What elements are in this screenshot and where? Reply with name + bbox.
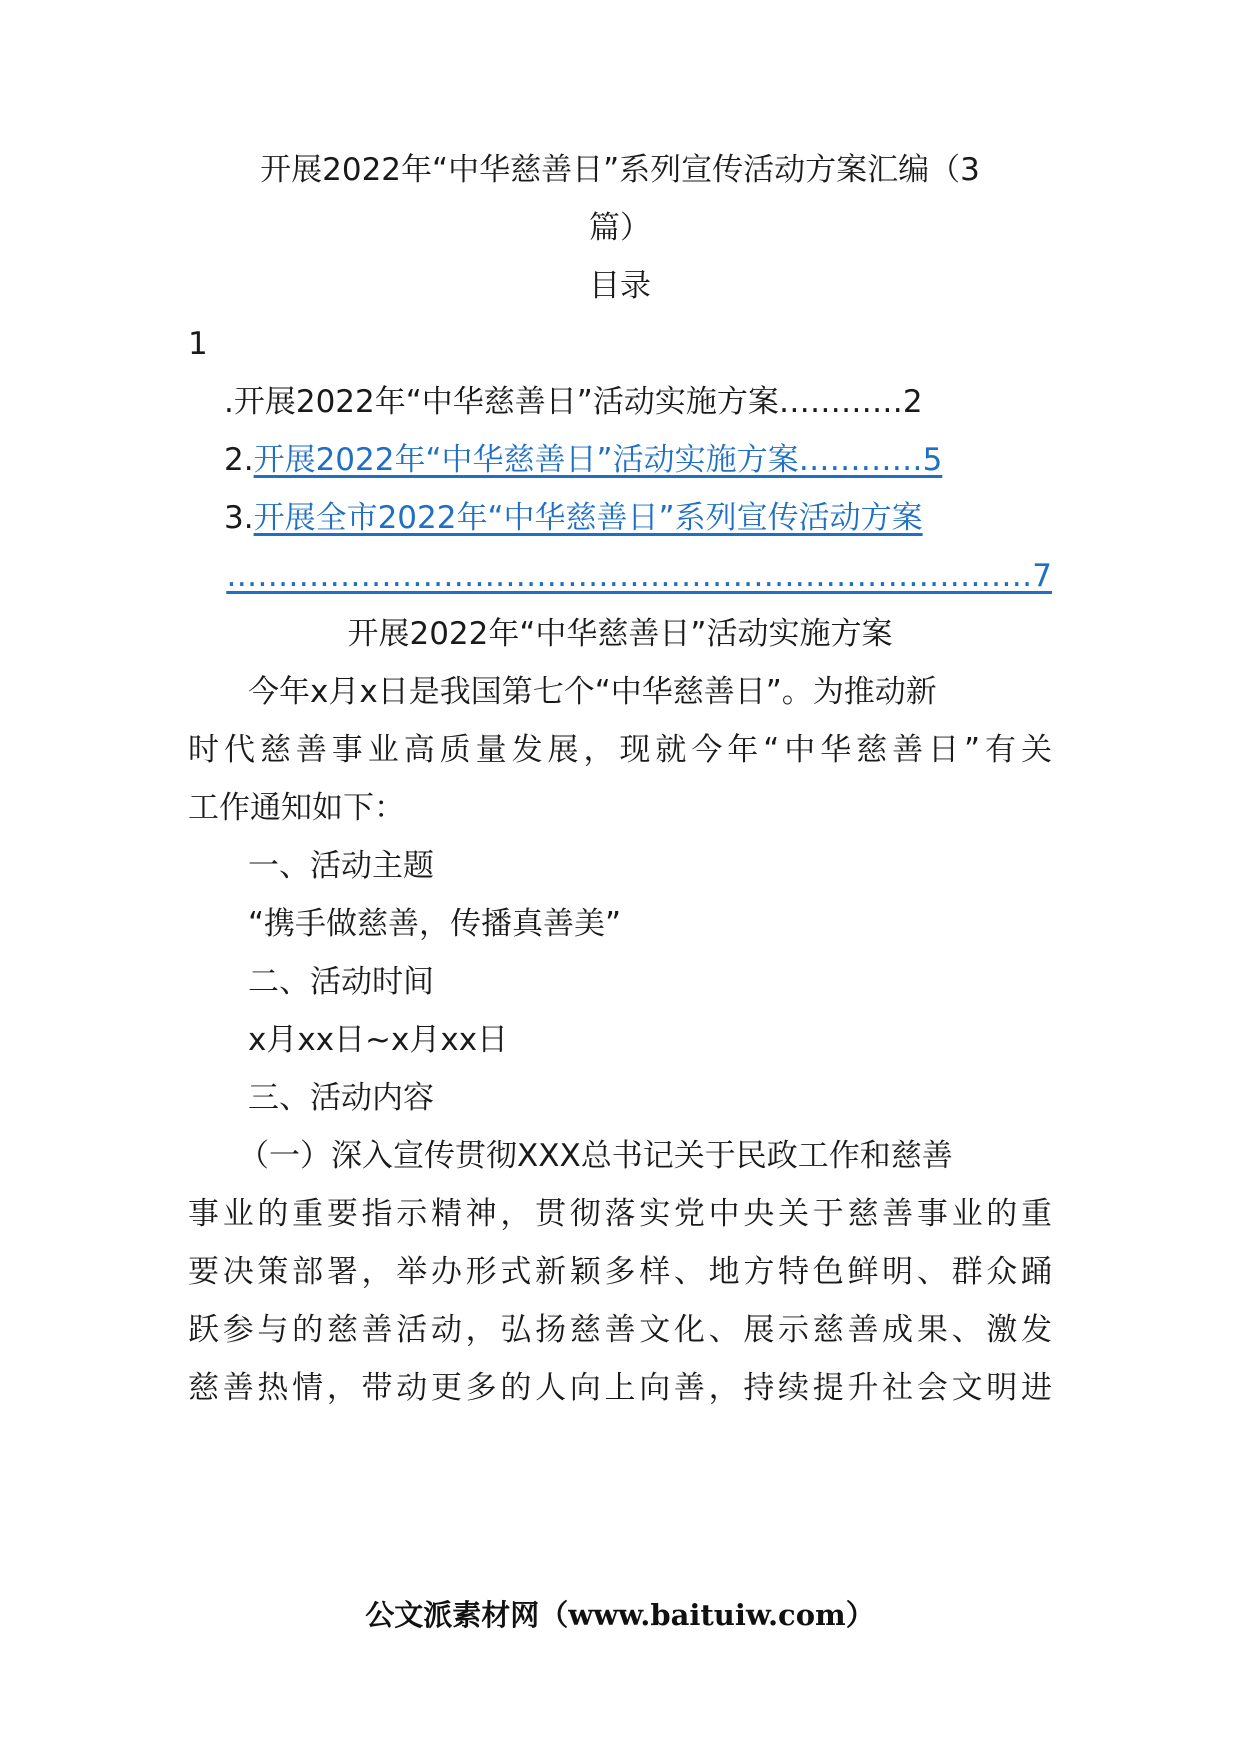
toc-lone-number: 1 xyxy=(188,326,208,362)
toc-item-2 xyxy=(224,440,942,480)
toc-item-3-number: 3. xyxy=(224,500,254,536)
toc-item-3-dots-text[interactable]: ……………………………………………………………………7 xyxy=(226,558,1052,594)
toc-item-3 xyxy=(224,498,923,538)
content-line-1: （一）深入宣传贯彻XXX总书记关于民政工作和慈善 xyxy=(238,1138,953,1174)
toc-item-3-dots[interactable] xyxy=(188,556,1052,596)
toc-item-2-link[interactable]: 开展2022年“中华慈善日”活动实施方案…………5 xyxy=(253,442,943,478)
footer-watermark: 公文派素材网（www.baituiw.com） xyxy=(365,1598,875,1632)
content-line-2: 事业的重要指示精神，贯彻落实党中央关于慈善事业的重 xyxy=(188,1196,1052,1232)
activity-time-text: x月xx日~x月xx日 xyxy=(248,1022,509,1058)
toc-heading: 目录 xyxy=(589,268,651,304)
toc-item-1[interactable]: .开展2022年“中华慈善日”活动实施方案…………2 xyxy=(224,384,923,420)
document-title-line-2: 篇） xyxy=(589,210,651,246)
heading-activity-theme: 一、活动主题 xyxy=(248,848,434,884)
content-line-3: 要决策部署，举办形式新颖多样、地方特色鲜明、群众踊 xyxy=(188,1254,1052,1290)
toc-item-2-number: 2. xyxy=(224,442,254,478)
content-line-4: 跃参与的慈善活动，弘扬慈善文化、展示慈善成果、激发 xyxy=(188,1312,1052,1348)
intro-line-1: 今年x月x日是我国第七个“中华慈善日”。为推动新 xyxy=(248,674,937,710)
section-title: 开展2022年“中华慈善日”活动实施方案 xyxy=(347,616,893,652)
intro-line-3: 工作通知如下： xyxy=(188,790,405,826)
activity-theme-text: “携手做慈善，传播真善美” xyxy=(248,906,622,942)
toc-item-3-link[interactable]: 开展全市2022年“中华慈善日”系列宣传活动方案 xyxy=(253,500,923,536)
heading-activity-time: 二、活动时间 xyxy=(248,964,434,1000)
document-title-line-1: 开展2022年“中华慈善日”系列宣传活动方案汇编（3 xyxy=(260,152,980,188)
intro-line-2: 时代慈善事业高质量发展，现就今年“中华慈善日”有关 xyxy=(188,732,1052,768)
heading-activity-content: 三、活动内容 xyxy=(248,1080,434,1116)
content-line-5: 慈善热情，带动更多的人向上向善，持续提升社会文明进 xyxy=(188,1370,1052,1406)
